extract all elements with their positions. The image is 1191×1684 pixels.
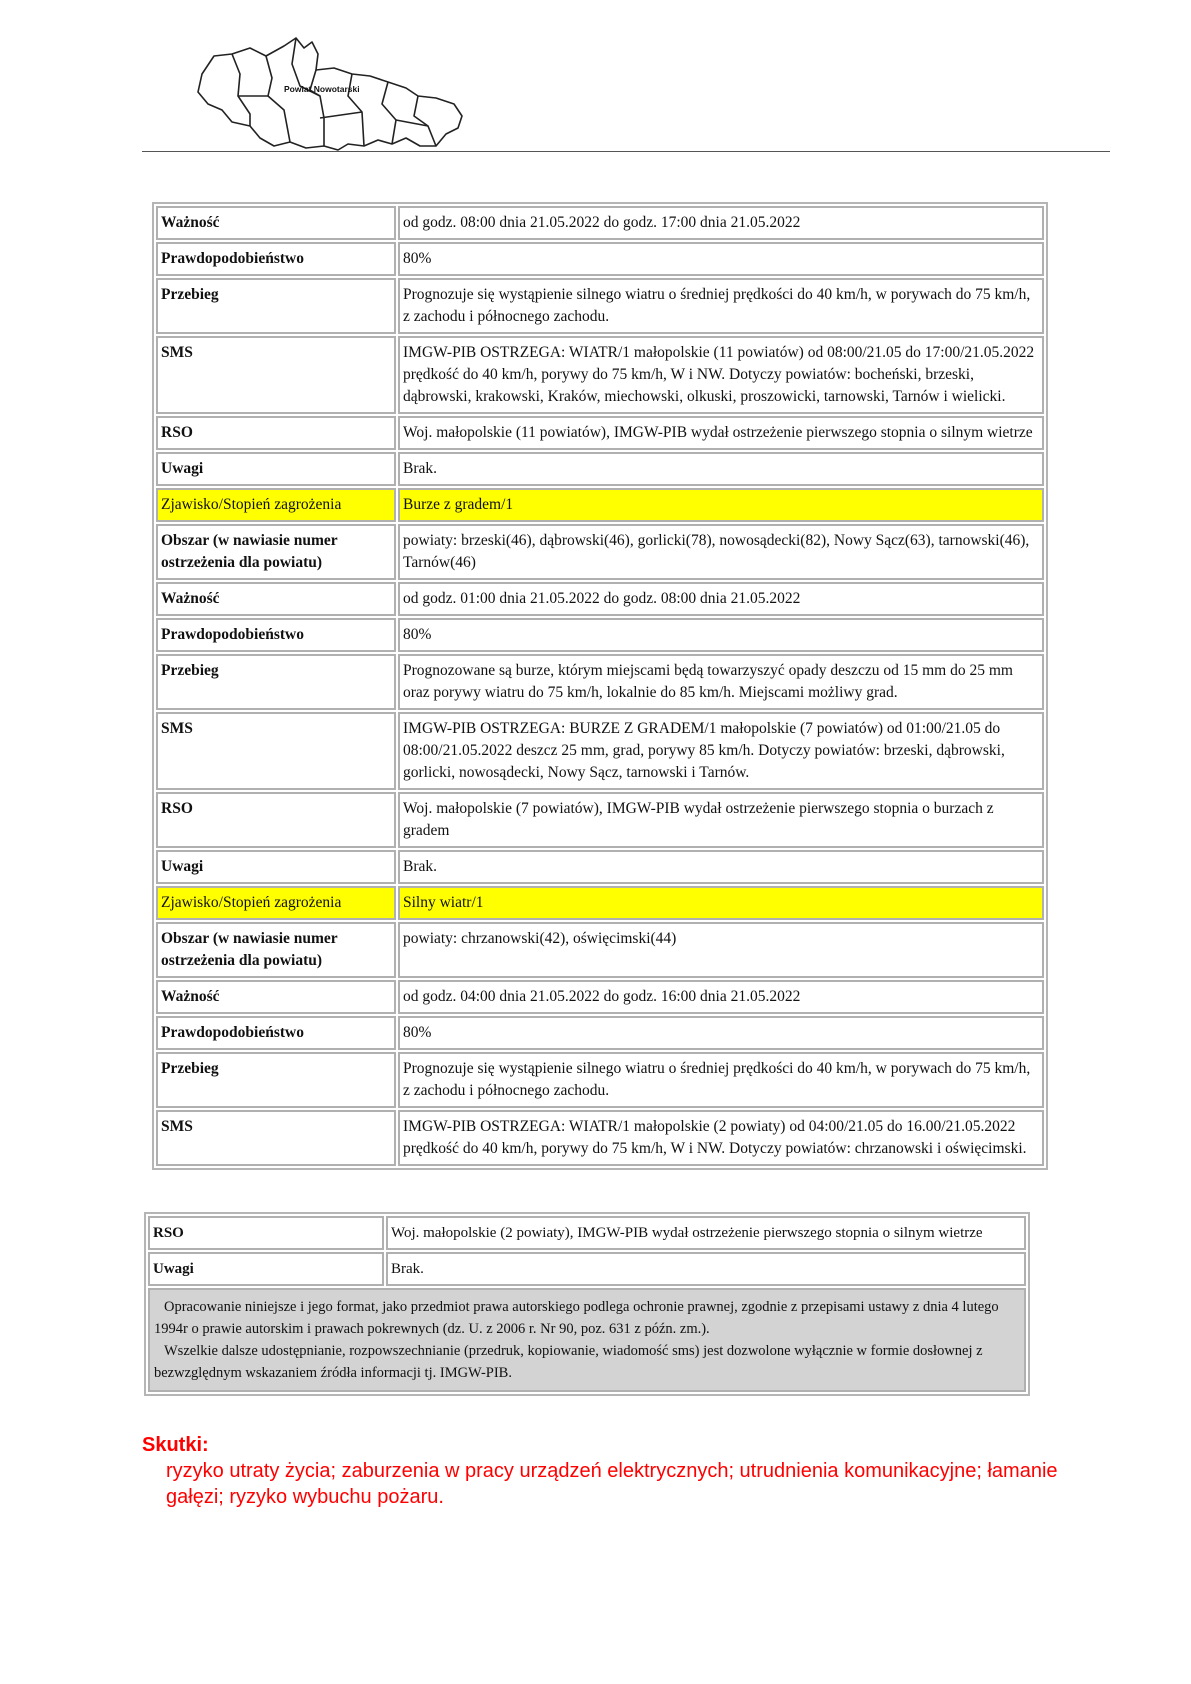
row-label: SMS bbox=[156, 1110, 396, 1166]
row-label: SMS bbox=[156, 712, 396, 790]
table-row bbox=[156, 582, 1044, 616]
row-label: Uwagi bbox=[156, 850, 396, 884]
copyright-line: Wszelkie dalsze udostępnianie, rozpowszechnianie (przedruk, kopiowanie, wiadomość sms) jest dozwolone wyłącznie w formie dosłownej z bezwzględnym wskazaniem źródła informacji tj. IMGW-PIB. bbox=[154, 1343, 983, 1381]
row-label: Przebieg bbox=[156, 278, 396, 334]
row-value: IMGW-PIB OSTRZEGA: WIATR/1 małopolskie (11 powiatów) od 08:00/21.05 do 17:00/21.05.2022 prędkość do 40 km/h, porywy do 75 km/h, W i NW. Dotyczy powiatów: bocheński, brzeski, dąbrowski, krakowski, Kraków, miechowski, olkuski, proszowicki, tarnowski, Tarnów i wielicki. bbox=[398, 336, 1044, 414]
row-value: Burze z gradem/1 bbox=[398, 488, 1044, 522]
row-value: 80% bbox=[398, 618, 1044, 652]
row-value: Prognozowane są burze, którym miejscami będą towarzyszyć opady deszczu od 15 mm do 25 mm oraz porywy wiatru do 75 km/h, lokalnie do 85 km/h. Miejscami możliwy grad. bbox=[398, 654, 1044, 710]
copyright-line: Opracowanie niniejsze i jego format, jako przedmiot prawa autorskiego podlega ochronie prawnej, zgodnie z przepisami ustawy z dnia 4 lutego 1994r o prawie autorskim i prawach pokrewnych (dz. U. z 2006 r. Nr 90, poz. 631 z późn. zm.). bbox=[154, 1299, 999, 1337]
row-label: Obszar (w nawiasie numer ostrzeżenia dla powiatu) bbox=[156, 524, 396, 580]
row-value: Woj. małopolskie (2 powiaty), IMGW-PIB wydał ostrzeżenie pierwszego stopnia o silnym wietrze bbox=[386, 1216, 1026, 1250]
table-row bbox=[156, 336, 1044, 414]
row-label: Obszar (w nawiasie numer ostrzeżenia dla powiatu) bbox=[156, 922, 396, 978]
row-label: Prawdopodobieństwo bbox=[156, 1016, 396, 1050]
row-label: Przebieg bbox=[156, 1052, 396, 1108]
row-label: Przebieg bbox=[156, 654, 396, 710]
row-value: od godz. 08:00 dnia 21.05.2022 do godz. 17:00 dnia 21.05.2022 bbox=[398, 206, 1044, 240]
table-row bbox=[156, 206, 1044, 240]
row-value: od godz. 04:00 dnia 21.05.2022 do godz. 16:00 dnia 21.05.2022 bbox=[398, 980, 1044, 1014]
row-label: Ważność bbox=[156, 582, 396, 616]
row-label: RSO bbox=[156, 416, 396, 450]
row-value: Silny wiatr/1 bbox=[398, 886, 1044, 920]
row-value: Brak. bbox=[398, 850, 1044, 884]
row-value: od godz. 01:00 dnia 21.05.2022 do godz. 08:00 dnia 21.05.2022 bbox=[398, 582, 1044, 616]
row-label: Ważność bbox=[156, 206, 396, 240]
row-value: Prognozuje się wystąpienie silnego wiatru o średniej prędkości do 40 km/h, w porywach do 75 km/h, z zachodu i północnego zachodu. bbox=[398, 1052, 1044, 1108]
table-row bbox=[156, 922, 1044, 978]
row-value: powiaty: chrzanowski(42), oświęcimski(44) bbox=[398, 922, 1044, 978]
row-value: Brak. bbox=[386, 1252, 1026, 1286]
table-row bbox=[156, 654, 1044, 710]
table-row bbox=[148, 1252, 1026, 1286]
copyright-row bbox=[148, 1288, 1026, 1392]
effects-section bbox=[142, 1432, 1102, 1510]
county-map-logo bbox=[192, 34, 492, 154]
row-value: Brak. bbox=[398, 452, 1044, 486]
row-value: 80% bbox=[398, 1016, 1044, 1050]
row-value: IMGW-PIB OSTRZEGA: WIATR/1 małopolskie (2 powiaty) od 04:00/21.05 do 16.00/21.05.2022 prędkość do 40 km/h, porywy do 75 km/h, W i NW. Dotyczy powiatów: chrzanowski i oświęcimski. bbox=[398, 1110, 1044, 1166]
row-value: Woj. małopolskie (7 powiatów), IMGW-PIB wydał ostrzeżenie pierwszego stopnia o burzach z gradem bbox=[398, 792, 1044, 848]
effects-title: Skutki: bbox=[142, 1434, 209, 1456]
phenomenon-row bbox=[156, 886, 1044, 920]
row-label: Zjawisko/Stopień zagrożenia bbox=[156, 886, 396, 920]
row-label: Prawdopodobieństwo bbox=[156, 618, 396, 652]
table-row bbox=[156, 452, 1044, 486]
table-row bbox=[156, 1016, 1044, 1050]
row-value: IMGW-PIB OSTRZEGA: BURZE Z GRADEM/1 małopolskie (7 powiatów) od 01:00/21.05 do 08:00/21.05.2022 deszcz 25 mm, grad, porywy 85 km/h. Dotyczy powiatów: brzeski, dąbrowski, gorlicki, nowosądecki, Nowy Sącz, tarnowski i Tarnów. bbox=[398, 712, 1044, 790]
phenomenon-row bbox=[156, 488, 1044, 522]
row-label: Uwagi bbox=[156, 452, 396, 486]
row-label: SMS bbox=[156, 336, 396, 414]
warning-table bbox=[152, 202, 1048, 1170]
table-row bbox=[156, 850, 1044, 884]
warning-table-continued bbox=[144, 1212, 1030, 1396]
table-row bbox=[156, 416, 1044, 450]
row-label: Prawdopodobieństwo bbox=[156, 242, 396, 276]
table-row bbox=[156, 524, 1044, 580]
row-label: RSO bbox=[148, 1216, 384, 1250]
row-value: Woj. małopolskie (11 powiatów), IMGW-PIB wydał ostrzeżenie pierwszego stopnia o silnym wietrze bbox=[398, 416, 1044, 450]
table-row bbox=[156, 712, 1044, 790]
row-label: Zjawisko/Stopień zagrożenia bbox=[156, 488, 396, 522]
row-value: 80% bbox=[398, 242, 1044, 276]
table-row bbox=[156, 618, 1044, 652]
table-row bbox=[156, 792, 1044, 848]
row-value: Prognozuje się wystąpienie silnego wiatru o średniej prędkości do 40 km/h, w porywach do 75 km/h, z zachodu i północnego zachodu. bbox=[398, 278, 1044, 334]
copyright-notice bbox=[148, 1288, 1026, 1392]
table-row bbox=[156, 980, 1044, 1014]
row-label: Ważność bbox=[156, 980, 396, 1014]
row-label: Uwagi bbox=[148, 1252, 384, 1286]
row-value: powiaty: brzeski(46), dąbrowski(46), gorlicki(78), nowosądecki(82), Nowy Sącz(63), tarnowski(46), Tarnów(46) bbox=[398, 524, 1044, 580]
header-divider bbox=[142, 151, 1110, 152]
table-row bbox=[156, 1052, 1044, 1108]
map-label: Powiat Nowotarski bbox=[284, 84, 360, 94]
table-row bbox=[148, 1216, 1026, 1250]
table-row bbox=[156, 278, 1044, 334]
table-row bbox=[156, 242, 1044, 276]
row-label: RSO bbox=[156, 792, 396, 848]
effects-text: ryzyko utraty życia; zaburzenia w pracy urządzeń elektrycznych; utrudnienia komunikacyjne; łamanie gałęzi; ryzyko wybuchu pożaru. bbox=[166, 1460, 1058, 1508]
table-row bbox=[156, 1110, 1044, 1166]
